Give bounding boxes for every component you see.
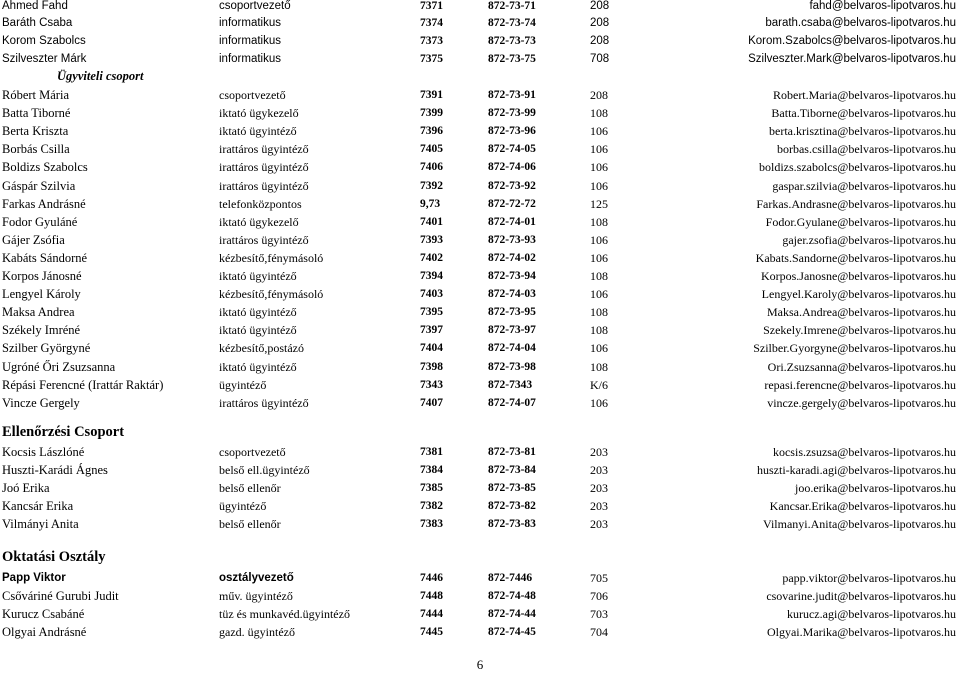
table-row — [0, 461, 960, 479]
table-row — [0, 140, 960, 158]
phone-cell: 872-73-97 — [488, 324, 536, 337]
extension-cell: 7375 — [420, 53, 443, 65]
name-cell: Csőváriné Gurubi Judit — [2, 589, 119, 603]
table-row — [0, 86, 960, 104]
phone-cell: 872-73-83 — [488, 518, 536, 530]
room-cell: 208 — [590, 0, 610, 12]
extension-cell: 7407 — [420, 396, 443, 409]
email-cell[interactable]: repasi.ferencne@belvaros-lipotvaros.hu — [764, 377, 956, 392]
name-cell: Joó Erika — [2, 481, 50, 495]
phone-cell: 872-73-74 — [488, 17, 536, 29]
position-cell: iktató ügyintéző — [219, 124, 297, 139]
name-cell: Ahmed Fahd — [2, 0, 68, 12]
email-cell[interactable]: Kabats.Sandorne@belvaros-lipotvaros.hu — [755, 250, 956, 265]
extension-cell: 7374 — [420, 17, 443, 29]
extension-cell: 7445 — [420, 626, 443, 638]
phone-cell: 872-74-02 — [488, 251, 536, 264]
room-cell: 108 — [590, 359, 608, 374]
room-cell: 703 — [590, 607, 608, 621]
position-cell: műv. ügyintéző — [219, 589, 293, 603]
email-cell[interactable]: Batta.Tiborne@belvaros-lipotvaros.hu — [771, 106, 956, 121]
table-row — [0, 122, 960, 140]
room-cell: 208 — [590, 88, 608, 102]
position-cell: ügyintéző — [219, 499, 267, 513]
name-cell: Batta Tiborné — [2, 106, 71, 121]
phone-cell: 872-73-85 — [488, 482, 536, 494]
extension-cell: 7401 — [420, 215, 443, 228]
position-cell: irattáros ügyintéző — [219, 395, 309, 410]
phone-cell: 872-73-94 — [488, 270, 536, 282]
position-cell: osztályvezető — [219, 572, 294, 584]
table-row — [0, 213, 960, 231]
extension-cell: 7396 — [420, 125, 443, 138]
name-cell: Baráth Csaba — [2, 17, 73, 29]
phone-cell: 872-74-01 — [488, 215, 536, 228]
name-cell: Korom Szabolcs — [2, 35, 86, 47]
room-cell: 203 — [590, 445, 608, 459]
room-cell: 208 — [590, 17, 610, 29]
position-cell: iktató ügyintéző — [219, 269, 297, 283]
room-cell: 106 — [590, 160, 608, 175]
table-row — [0, 376, 960, 394]
phone-cell: 872-73-81 — [488, 446, 536, 458]
extension-cell: 7384 — [420, 464, 443, 476]
table-row — [0, 623, 960, 641]
extension-cell: 7399 — [420, 107, 443, 120]
name-cell: Borbás Csilla — [2, 142, 70, 157]
table-row — [0, 195, 960, 213]
email-cell[interactable]: Olgyai.Marika@belvaros-lipotvaros.hu — [766, 625, 956, 639]
table-row — [0, 158, 960, 176]
page-number: 6 — [476, 657, 484, 672]
position-cell: belső ell.ügyintéző — [219, 463, 310, 477]
position-cell: kézbesítő,postázó — [219, 341, 304, 356]
extension-cell: 7406 — [420, 161, 443, 174]
name-cell: Kabáts Sándorné — [2, 250, 88, 265]
room-cell: 108 — [590, 323, 608, 338]
email-cell[interactable]: vincze.gergely@belvaros-lipotvaros.hu — [767, 395, 956, 410]
table-row — [0, 515, 960, 533]
email-cell[interactable]: Korom.Szabolcs@belvaros-lipotvaros.hu — [748, 35, 956, 47]
table-row — [0, 249, 960, 267]
position-cell: iktató ügyintéző — [219, 305, 297, 320]
room-cell: 203 — [590, 517, 608, 531]
name-cell: Kurucz Csabáné — [2, 607, 85, 621]
position-cell: irattáros ügyintéző — [219, 142, 309, 157]
table-row — [0, 394, 960, 412]
name-cell: Farkas Andrásné — [2, 196, 86, 211]
name-cell: Róbert Mária — [2, 88, 69, 102]
phone-cell: 872-72-72 — [488, 197, 536, 210]
extension-cell: 7392 — [420, 179, 443, 192]
name-cell: Gáspár Szilvia — [2, 178, 76, 193]
extension-cell: 7405 — [420, 143, 443, 156]
extension-cell: 7403 — [420, 288, 443, 301]
position-cell: kézbesítő,fénymásoló — [219, 287, 324, 302]
name-cell: Kancsár Erika — [2, 499, 74, 513]
phone-cell: 872-7446 — [488, 572, 533, 584]
room-cell: 125 — [590, 196, 608, 211]
name-cell: Lengyel Károly — [2, 287, 81, 302]
table-row — [0, 267, 960, 285]
room-cell: 106 — [590, 142, 608, 157]
name-cell: Kocsis Lászlóné — [2, 445, 85, 459]
extension-cell: 7398 — [420, 360, 443, 373]
extension-cell: 7402 — [420, 251, 443, 264]
name-cell: Vilmányi Anita — [2, 517, 79, 531]
email-cell[interactable]: fahd@belvaros-lipotvaros.hu — [809, 0, 956, 12]
extension-cell: 7371 — [420, 0, 443, 12]
name-cell: Papp Viktor — [2, 572, 66, 584]
phone-cell: 872-73-96 — [488, 125, 536, 138]
email-cell[interactable]: kocsis.zsuzsa@belvaros-lipotvaros.hu — [772, 445, 956, 459]
room-cell: 706 — [590, 589, 608, 603]
room-cell: 108 — [590, 214, 608, 229]
room-cell: K/6 — [590, 377, 608, 392]
extension-cell: 7383 — [420, 518, 443, 530]
table-row — [0, 569, 960, 587]
phone-cell: 872-73-75 — [488, 53, 536, 65]
phone-cell: 872-73-99 — [488, 107, 536, 120]
phone-cell: 872-73-73 — [488, 35, 536, 47]
extension-cell: 7395 — [420, 306, 443, 319]
name-cell: Maksa Andrea — [2, 305, 75, 320]
name-cell: Fodor Gyuláné — [2, 214, 78, 229]
email-cell[interactable]: Lengyel.Karoly@belvaros-lipotvaros.hu — [761, 287, 956, 302]
phone-cell: 872-74-44 — [488, 608, 536, 620]
phone-cell: 872-74-45 — [488, 626, 536, 638]
position-cell: csoportvezető — [219, 0, 291, 12]
table-row — [0, 339, 960, 357]
room-cell: 708 — [590, 53, 610, 65]
table-row — [0, 321, 960, 339]
table-row — [0, 231, 960, 249]
extension-cell: 9,73 — [420, 197, 441, 210]
phone-cell: 872-74-48 — [488, 590, 536, 602]
extension-cell: 7343 — [420, 378, 443, 391]
extension-cell: 7391 — [420, 89, 443, 101]
position-cell: iktató ügyintéző — [219, 323, 297, 338]
email-cell[interactable]: papp.viktor@belvaros-lipotvaros.hu — [782, 571, 956, 585]
email-cell[interactable]: Maksa.Andrea@belvaros-lipotvaros.hu — [767, 305, 956, 320]
email-cell[interactable]: Ori.Zsuzsanna@belvaros-lipotvaros.hu — [767, 359, 956, 374]
room-cell: 203 — [590, 499, 608, 513]
position-cell: gazd. ügyintéző — [219, 625, 295, 639]
name-cell: Ugróné Őri Zsuzsanna — [2, 359, 116, 374]
table-row — [0, 497, 960, 515]
table-row — [0, 479, 960, 497]
position-cell: csoportvezető — [219, 88, 286, 102]
position-cell: iktató ügykezelő — [219, 106, 299, 121]
email-cell[interactable]: joo.erika@belvaros-lipotvaros.hu — [794, 481, 956, 495]
name-cell: Korpos Jánosné — [2, 269, 82, 283]
phone-cell: 872-74-03 — [488, 288, 536, 301]
email-cell[interactable]: boldizs.szabolcs@belvaros-lipotvaros.hu — [758, 160, 956, 175]
phone-cell: 872-73-71 — [488, 0, 536, 12]
name-cell: Székely Imréné — [2, 323, 81, 338]
name-cell: Szilber Györgyné — [2, 341, 91, 356]
room-cell: 704 — [590, 625, 608, 639]
position-cell: telefonközpontos — [219, 196, 302, 211]
table-row — [0, 50, 960, 68]
email-cell[interactable]: Korpos.Janosne@belvaros-lipotvaros.hu — [760, 269, 956, 283]
position-cell: kézbesítő,fénymásoló — [219, 250, 324, 265]
email-cell[interactable]: berta.krisztina@belvaros-lipotvaros.hu — [769, 124, 956, 139]
extension-cell: 7448 — [420, 590, 443, 602]
name-cell: Gájer Zsófia — [2, 232, 65, 247]
email-cell[interactable]: Kancsar.Erika@belvaros-lipotvaros.hu — [769, 499, 956, 513]
table-row — [0, 104, 960, 122]
table-row — [0, 177, 960, 195]
phone-cell: 872-7343 — [488, 378, 533, 391]
room-cell: 106 — [590, 232, 608, 247]
position-cell: irattáros ügyintéző — [219, 160, 309, 175]
phone-cell: 872-73-98 — [488, 360, 536, 373]
table-row — [0, 443, 960, 461]
email-cell[interactable]: kurucz.agi@belvaros-lipotvaros.hu — [786, 607, 956, 621]
section-heading: Oktatási Osztály — [2, 549, 106, 565]
extension-cell: 7373 — [420, 35, 443, 47]
phone-cell: 872-73-95 — [488, 306, 536, 319]
table-row — [0, 14, 960, 32]
position-cell: irattáros ügyintéző — [219, 178, 309, 193]
extension-cell: 7446 — [420, 572, 443, 584]
extension-cell: 7404 — [420, 342, 443, 355]
position-cell: informatikus — [219, 53, 281, 65]
room-cell: 106 — [590, 178, 608, 193]
email-cell[interactable]: barath.csaba@belvaros-lipotvaros.hu — [765, 17, 956, 29]
name-cell: Berta Kriszta — [2, 124, 69, 139]
extension-cell: 7385 — [420, 482, 443, 494]
phone-cell: 872-73-91 — [488, 89, 536, 101]
phone-cell: 872-73-82 — [488, 500, 536, 512]
position-cell: tüz és munkavéd.ügyintéző — [219, 607, 350, 621]
table-row — [0, 0, 960, 15]
phone-cell: 872-74-04 — [488, 342, 536, 355]
phone-cell: 872-74-05 — [488, 143, 536, 156]
table-row — [0, 358, 960, 376]
room-cell: 106 — [590, 341, 608, 356]
phone-cell: 872-73-93 — [488, 233, 536, 246]
section-heading: Ellenőrzési Csoport — [2, 424, 125, 440]
table-row — [0, 605, 960, 623]
room-cell: 203 — [590, 481, 608, 495]
section-heading: Ügyviteli csoport — [57, 69, 144, 83]
name-cell: Szilveszter Márk — [2, 53, 87, 65]
email-cell[interactable]: Fodor.Gyulane@belvaros-lipotvaros.hu — [765, 214, 956, 229]
extension-cell: 7382 — [420, 500, 443, 512]
phone-cell: 872-74-07 — [488, 396, 536, 409]
name-cell: Vincze Gergely — [2, 395, 80, 410]
email-cell[interactable]: Robert.Maria@belvaros-lipotvaros.hu — [772, 88, 956, 102]
name-cell: Répási Ferencné (Irattár Raktár) — [2, 377, 164, 392]
room-cell: 203 — [590, 463, 608, 477]
position-cell: informatikus — [219, 17, 281, 29]
position-cell: belső ellenőr — [219, 517, 281, 531]
email-cell[interactable]: Szilber.Gyorgyne@belvaros-lipotvaros.hu — [753, 341, 956, 356]
email-cell[interactable]: huszti-karadi.agi@belvaros-lipotvaros.hu — [757, 463, 956, 477]
table-row — [0, 32, 960, 50]
room-cell: 106 — [590, 124, 608, 139]
extension-cell: 7394 — [420, 270, 443, 282]
email-cell[interactable]: Szilveszter.Mark@belvaros-lipotvaros.hu — [748, 53, 956, 65]
table-row — [0, 587, 960, 605]
position-cell: ügyintéző — [219, 377, 267, 392]
room-cell: 108 — [590, 269, 608, 283]
room-cell: 108 — [590, 106, 608, 121]
email-cell[interactable]: gaspar.szilvia@belvaros-lipotvaros.hu — [772, 178, 956, 193]
position-cell: csoportvezető — [219, 445, 286, 459]
extension-cell: 7393 — [420, 233, 443, 246]
room-cell: 106 — [590, 287, 608, 302]
position-cell: iktató ügyintéző — [219, 359, 297, 374]
position-cell: belső ellenőr — [219, 481, 281, 495]
email-cell[interactable]: gajer.zsofia@belvaros-lipotvaros.hu — [782, 232, 956, 247]
phone-cell: 872-73-92 — [488, 179, 536, 192]
phone-cell: 872-74-06 — [488, 161, 536, 174]
email-cell[interactable]: borbas.csilla@belvaros-lipotvaros.hu — [776, 142, 956, 157]
name-cell: Olgyai Andrásné — [2, 625, 87, 639]
extension-cell: 7381 — [420, 446, 443, 458]
table-row — [0, 285, 960, 303]
name-cell: Huszti-Karádi Ágnes — [2, 463, 108, 477]
position-cell: iktató ügykezelő — [219, 214, 299, 229]
name-cell: Boldizs Szabolcs — [2, 160, 88, 175]
phone-cell: 872-73-84 — [488, 464, 536, 476]
table-row — [0, 303, 960, 321]
email-cell[interactable]: Farkas.Andrasne@belvaros-lipotvaros.hu — [756, 196, 956, 211]
email-cell[interactable]: csovarine.judit@belvaros-lipotvaros.hu — [766, 589, 956, 603]
room-cell: 106 — [590, 395, 608, 410]
extension-cell: 7397 — [420, 324, 443, 337]
room-cell: 705 — [590, 571, 608, 585]
room-cell: 108 — [590, 305, 608, 320]
position-cell: irattáros ügyintéző — [219, 232, 309, 247]
email-cell[interactable]: Szekely.Imrene@belvaros-lipotvaros.hu — [763, 323, 956, 338]
position-cell: informatikus — [219, 35, 281, 47]
extension-cell: 7444 — [420, 608, 443, 620]
room-cell: 208 — [590, 35, 610, 47]
email-cell[interactable]: Vilmanyi.Anita@belvaros-lipotvaros.hu — [763, 517, 956, 531]
room-cell: 106 — [590, 250, 608, 265]
